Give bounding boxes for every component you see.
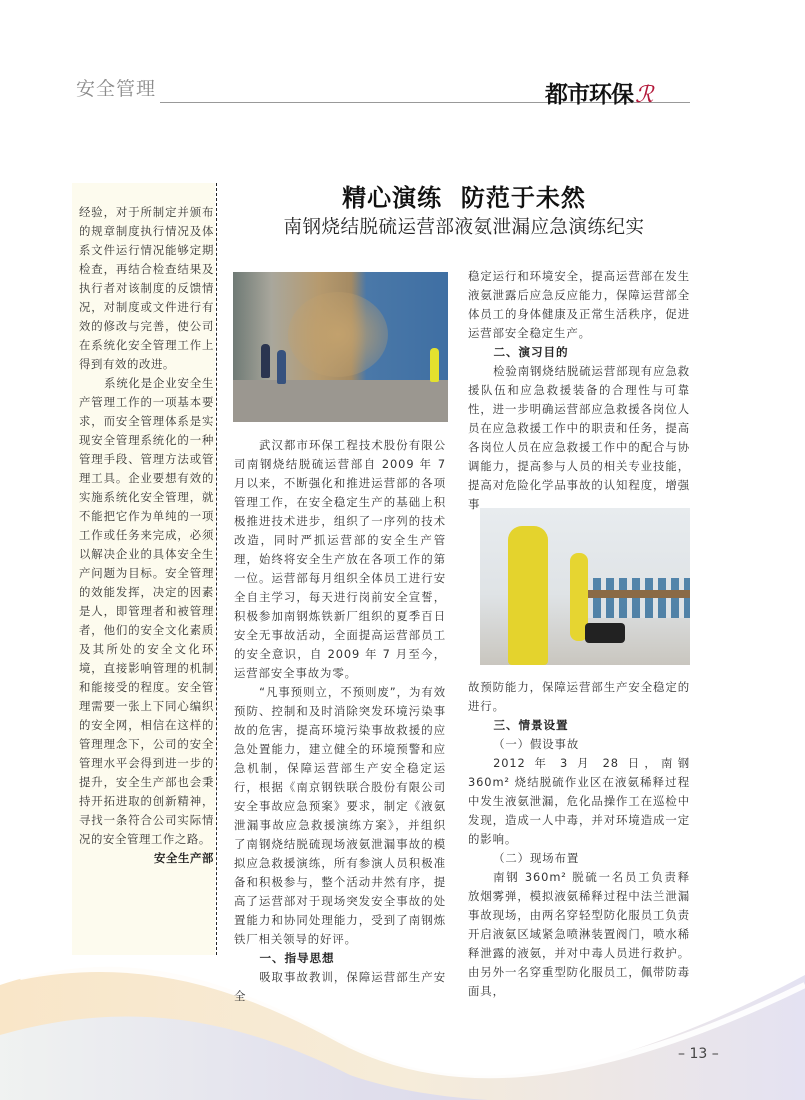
section-heading: 三、情景设置: [493, 718, 569, 732]
sidebar-signature: 安全生产部: [154, 851, 214, 865]
sidebar-divider: [216, 183, 217, 955]
section-text: 稳定运行和环境安全，提高运营部在发生液氨泄露后应急反应能力，保障运营部全体员工的身体健康及正常生活秩序，促进运营部安全稳定生产。: [468, 269, 690, 340]
article-subtitle: 南钢烧结脱硫运营部液氨泄漏应急演练纪实: [283, 217, 645, 238]
intro-paragraph: 武汉都市环保工程技术股份有限公司南钢烧结脱硫运营部自 2009 年 7 月以来，不断强化和推进运营部的各项管理工作，在安全稳定生产的基础上积极推进技术进步，组织了一序列的技术改造，同时严抓运营部的安全生产管理，始终将安全生产放在各项工作的第一位。运营部每月组织全体员工进行安全自主学习，每天进行岗前安全宣誓，积极参加南钢炼铁新厂组织的夏季百日安全无事故活动，全面提高运营部员工的安全意识，自 2009 年 7 月至今，运营部安全事故为零。: [234, 438, 446, 680]
photo-spray-drill: [233, 272, 448, 422]
section-text: 南钢 360m² 脱硫一名员工负责释放烟雾弹，模拟液氨稀释过程中法兰泄漏事故现场，由两名穿轻型防化服员工负责开启液氨区域紧急喷淋装置阀门，喷水稀释泄露的液氨，并对中毒人员进行救护。由另外一名穿重型防化服员工，佩带防毒面具，: [468, 870, 690, 998]
logo-text: 都市环保: [545, 81, 633, 108]
photo-protective-suit-demo: [480, 508, 690, 665]
section-text: 吸取事故教训，保障运营部生产安全: [234, 970, 446, 1003]
logo-mark-icon: ℛ: [635, 82, 653, 108]
sidebar-paragraph: 系统化是企业安全生产管理工作的一项基本要求，而安全管理体系是实现安全管理系统化的一种管理手段、管理方法或管理工具。企业要想有效的实施系统化安全管理，就不能把它作为单纯的一项工作或任务来完成，必须以解决企业的具体安全生产问题为目标。安全管理的效能发挥，决定的因素是人，即管理者和被管理者，他们的安全文化素质及其所处的安全文化环境，直接影响管理的机制和能接受的程度。安全管理需要一张上下同心编织的安全网，相信在这样的管理理念下，公司的安全管理水平会得到进一步的提升，安全生产部也会秉持开拓进取的创新精神，寻找一条符合公司实际情况的安全管理工作之路。: [79, 376, 214, 846]
intro-paragraph: “凡事预则立，不预则废”，为有效预防、控制和及时消除突发环境污染事故的危害，提高环境污染事故救援的应急处置能力，建立健全的环境预警和应急机制，保障运营部生产安全稳定运行，根据《南京钢铁联合股份有限公司安全事故应急预案》要求，制定《液氨泄漏事故应急救援演练方案》，并组织了南钢烧结脱硫现场液氨泄漏事故的模拟应急救援演练，所有参演人员积极准备和积极参与，整个活动井然有序，提高了运营部对于现场突发安全事故的处置能力和协同处理能力，受到了南钢炼铁厂相关领导的好评。: [234, 685, 446, 946]
article-column-2-bottom: [468, 678, 690, 1001]
section-text: 故预防能力，保障运营部生产安全稳定的进行。: [468, 680, 690, 713]
sidebar-text: [79, 203, 214, 868]
article-title: 精心演练 防范于未然: [342, 183, 586, 212]
section-text: 2012 年 3 月 28 日，南钢 360m² 烧结脱硫作业区在液氨稀释过程中发生液氨泄漏，危化品操作工在巡检中发现，造成一人中毒，并对环境造成一定的影响。: [468, 756, 690, 846]
section-heading: 一、指导思想: [259, 951, 335, 965]
section-text: 检验南钢烧结脱硫运营部现有应急救援队伍和应急救援装备的合理性与可靠性，进一步明确运营部应急救援各岗位人员在应急救援工作中的职责和任务，提高各岗位人员在应急救援工作中的配合与协调能力，提高参与人员的相关专业技能，提高对危险化学品事故的认知程度，增强事: [468, 364, 690, 511]
article-column-2-top: [468, 267, 690, 514]
article-column-1: [234, 436, 446, 1006]
sidebar-paragraph: 经验，对于所制定并颁布的规章制度执行情况及体系文件运行情况能够定期检查，再结合检查结果及执行者对该制度的反馈情况，对制度或文件进行有效的修改与完善，使公司在系统化安全管理工作上得到有效的改进。: [79, 205, 214, 371]
section-heading: 二、演习目的: [493, 345, 569, 359]
section-label: 安全管理: [76, 78, 157, 100]
page-number: – 13 –: [678, 1046, 719, 1062]
subsection-heading: （一）假设事故: [493, 737, 580, 751]
subsection-heading: （二）现场布置: [493, 851, 580, 865]
magazine-logo: [545, 76, 652, 109]
